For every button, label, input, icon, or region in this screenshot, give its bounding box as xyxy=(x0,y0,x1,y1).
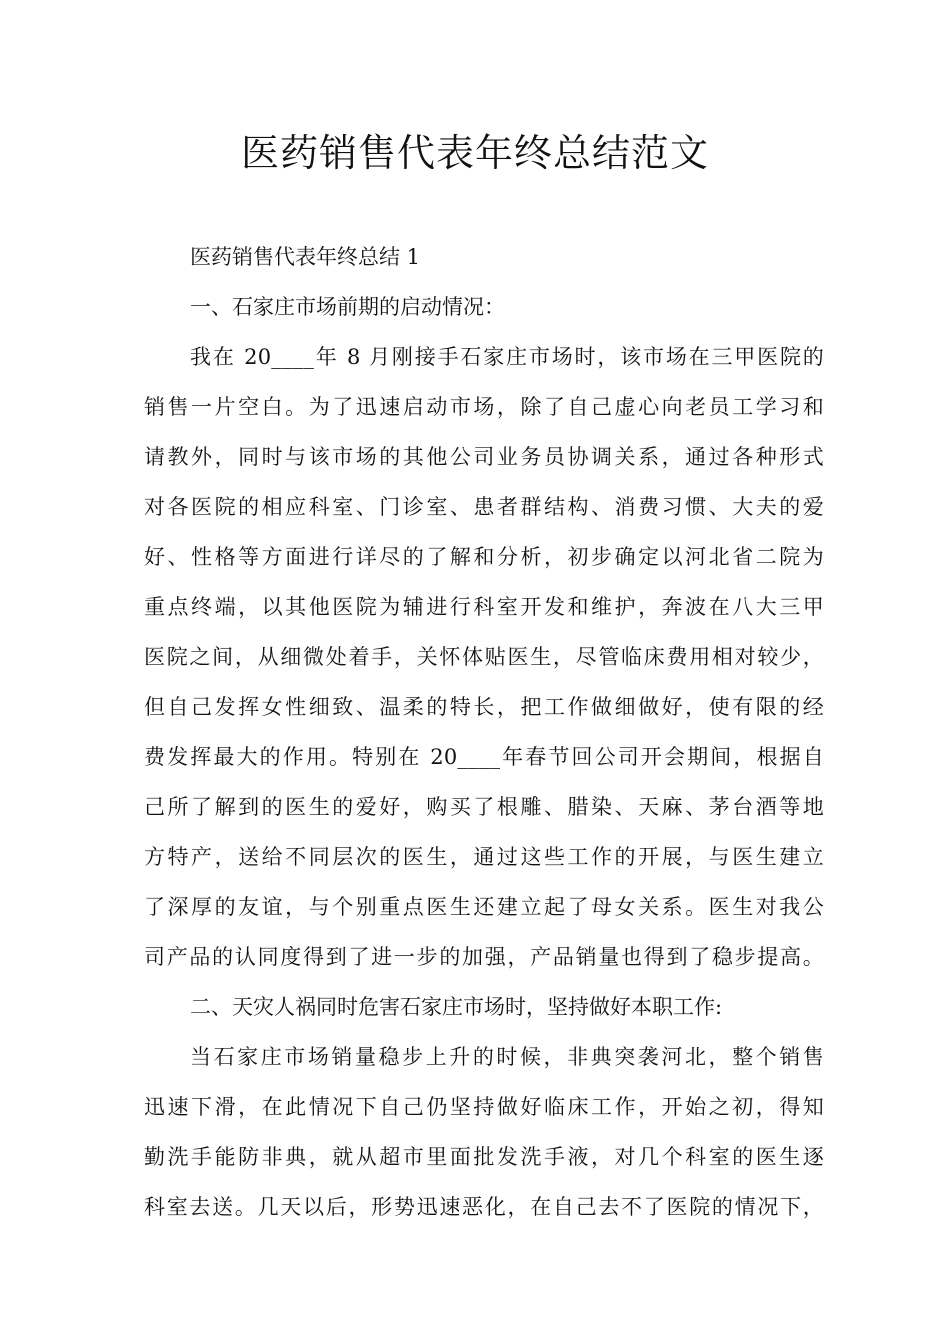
subsection-heading: 一、石家庄市场前期的启动情况： xyxy=(190,295,505,319)
section-heading: 医药销售代表年终总结 1 xyxy=(190,245,421,269)
paragraph-line: 方特产，送给不同层次的医生，通过这些工作的开展，与医生建立 xyxy=(144,845,824,869)
document-title: 医药销售代表年终总结范文 xyxy=(240,131,709,175)
subsection-heading: 二、天灾人祸同时危害石家庄市场时，坚持做好本职工作: xyxy=(190,995,723,1019)
paragraph-line: 对各医院的相应科室、门诊室、患者群结构、消费习惯、大夫的爱 xyxy=(144,495,824,519)
paragraph-line: 医院之间，从细微处着手，关怀体贴医生，尽管临床费用相对较少， xyxy=(144,645,824,669)
paragraph-line: 勤洗手能防非典，就从超市里面批发洗手液，对几个科室的医生逐 xyxy=(144,1145,824,1169)
paragraph-line: 司产品的认同度得到了进一步的加强，产品销量也得到了稳步提高。 xyxy=(144,945,824,969)
paragraph-line: 科室去送。几天以后，形势迅速恶化，在自己去不了医院的情况下， xyxy=(144,1195,824,1219)
paragraph-line: 好、性格等方面进行详尽的了解和分析，初步确定以河北省二院为 xyxy=(144,545,824,569)
paragraph-line: 了深厚的友谊，与个别重点医生还建立起了母女关系。医生对我公 xyxy=(144,895,824,919)
paragraph-line: 销售一片空白。为了迅速启动市场，除了自己虚心向老员工学习和 xyxy=(144,395,824,419)
document-body xyxy=(144,232,824,1232)
paragraph-line: 但自己发挥女性细致、温柔的特长，把工作做细做好，使有限的经 xyxy=(144,695,824,719)
paragraph-line: 己所了解到的医生的爱好，购买了根雕、腊染、天麻、茅台酒等地 xyxy=(144,795,824,819)
paragraph-line: 当石家庄市场销量稳步上升的时候，非典突袭河北，整个销售 xyxy=(190,1045,824,1069)
paragraph-line: 我在 20____年 8 月刚接手石家庄市场时，该市场在三甲医院的 xyxy=(190,345,824,369)
paragraph-line: 迅速下滑，在此情况下自己仍坚持做好临床工作，开始之初，得知 xyxy=(144,1095,824,1119)
paragraph-line: 请教外，同时与该市场的其他公司业务员协调关系，通过各种形式 xyxy=(144,445,824,469)
paragraph-line: 重点终端，以其他医院为辅进行科室开发和维护，奔波在八大三甲 xyxy=(144,595,824,619)
paragraph-line: 费发挥最大的作用。特别在 20____年春节回公司开会期间，根据自 xyxy=(144,745,824,769)
